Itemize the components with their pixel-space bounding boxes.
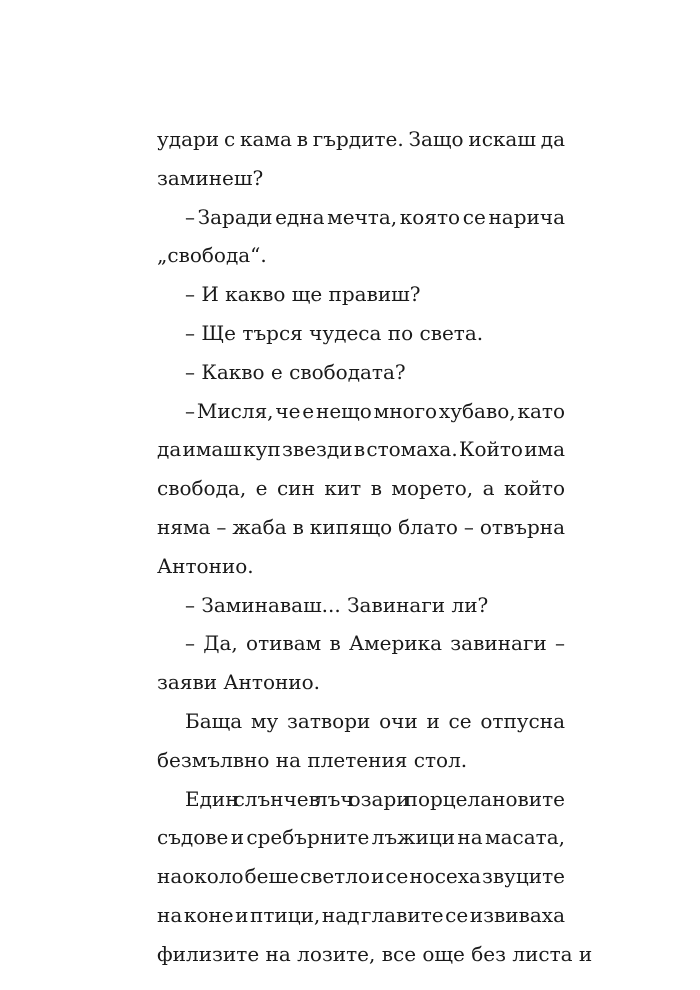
text-line: заяви Антонио. [157, 670, 321, 695]
text-line: свобода, е син кит в морето, а който [157, 476, 565, 501]
text-line: Баща му затвори очи и се отпусна [185, 708, 565, 733]
text-line: заминеш? [157, 165, 264, 190]
text-line: няма – жаба в кипящо блато – отвърна [157, 514, 565, 539]
paragraph [157, 624, 565, 702]
paragraph [157, 198, 565, 276]
paragraph [157, 275, 565, 314]
text-line: удари с кама в гърдите. Защо искаш да [157, 127, 565, 151]
text-line: безмълвно на плетения стол. [157, 747, 468, 772]
text-line: Антонио. [157, 553, 254, 578]
text-line: Един слънчев лъч озари порцелановите [185, 786, 565, 811]
text-line: „свобода“. [157, 243, 267, 268]
paragraph [157, 702, 565, 780]
paragraph [157, 780, 593, 974]
text-line: съдове и сребърните лъжици на масата, [157, 825, 565, 850]
paragraph [157, 392, 565, 586]
text-line: на коне и птици, над главите се извиваха [157, 902, 566, 927]
text-line: – И какво ще правиш? [185, 282, 421, 307]
text-line: – Мисля, че е нещо много хубаво, като [185, 398, 565, 423]
paragraph [157, 586, 565, 625]
text-line: – Ще търся чудеса по света. [185, 320, 484, 345]
paragraph [157, 353, 565, 392]
text-line: – Да, отивам в Америка завинаги – [185, 631, 565, 656]
text-line: – Заминаваш... Завинаги ли? [185, 592, 489, 617]
text-line: наоколо беше светло и се носеха звуците [157, 864, 565, 889]
text-line: да имаш куп звезди в стомаха. Който има [157, 437, 566, 462]
text-line: филизите на лозите, все още без листа и [157, 941, 593, 966]
paragraph [157, 120, 565, 198]
body-text [157, 120, 593, 974]
paragraph [157, 314, 565, 353]
text-line: – Заради една мечта, която се нарича [185, 204, 565, 229]
text-line: – Какво е свободата? [185, 359, 406, 384]
